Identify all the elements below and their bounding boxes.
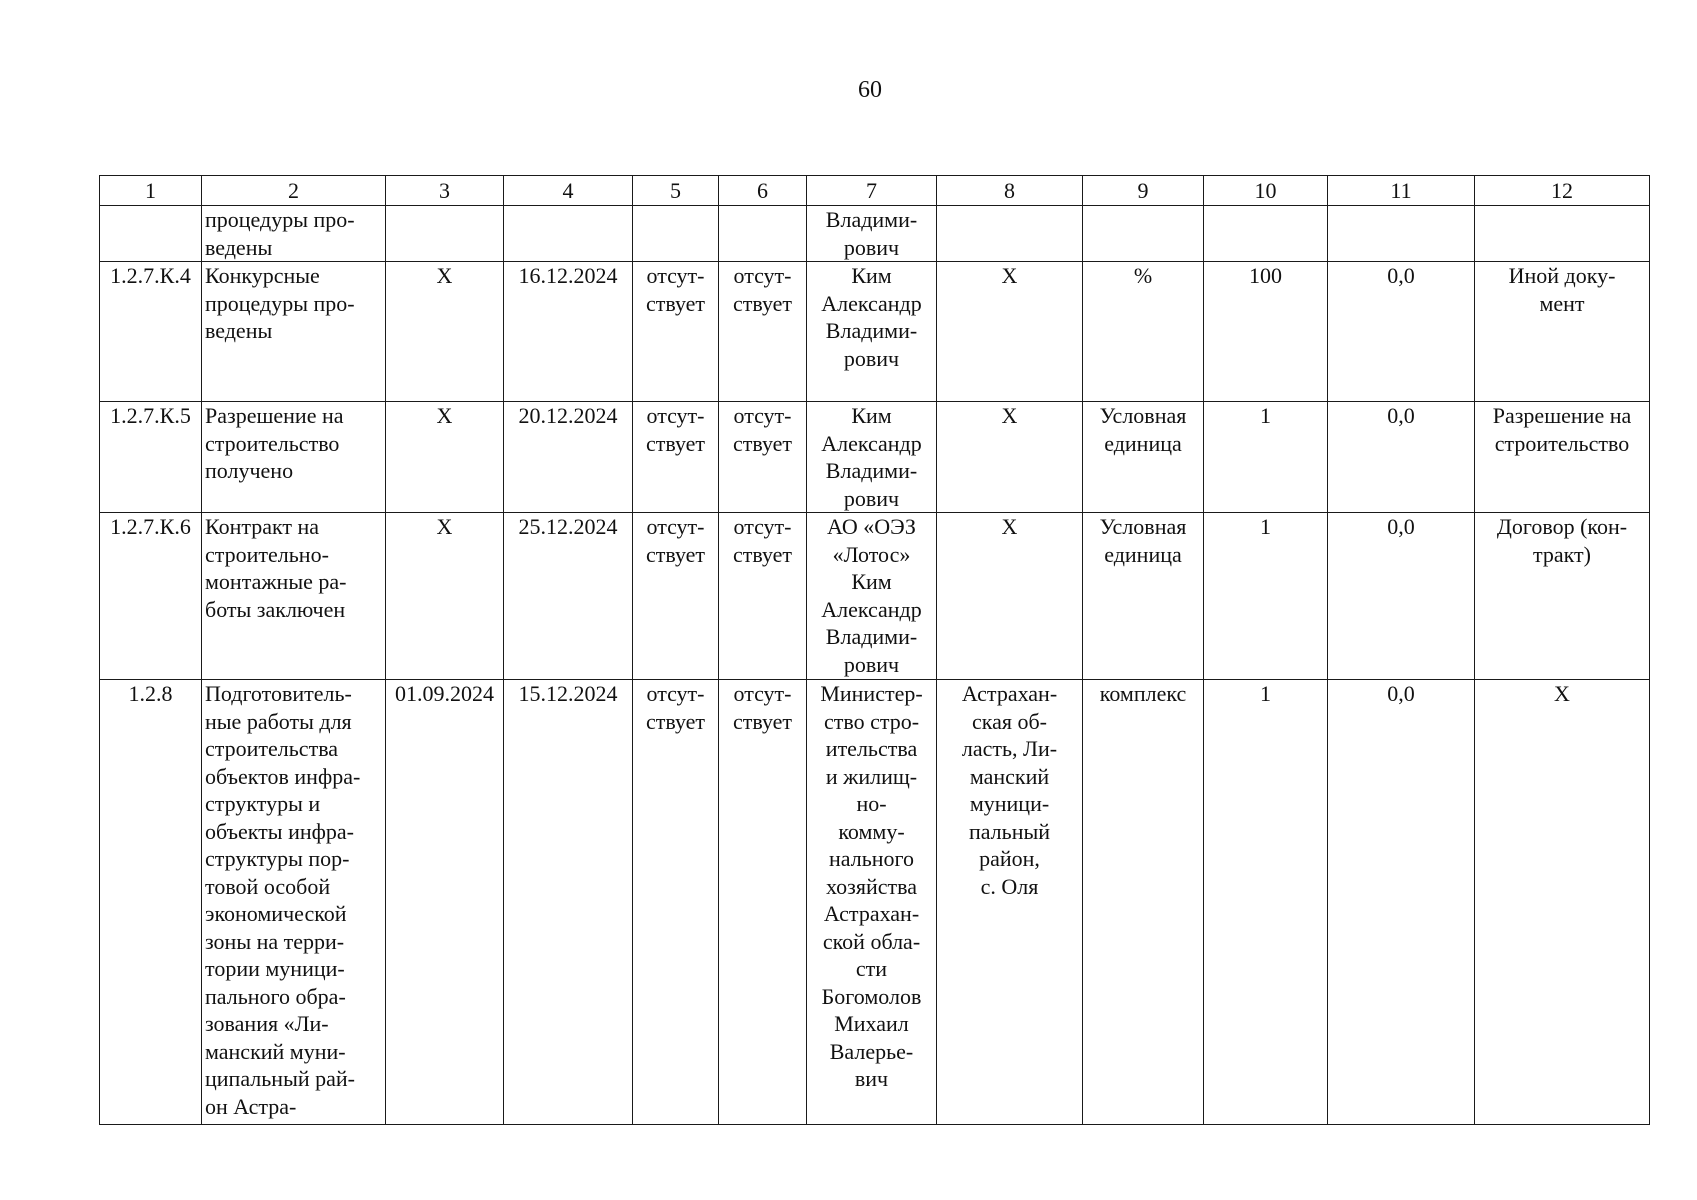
row-col5-cell: отсут- ствует: [633, 262, 719, 402]
row-col11-cell: 0,0: [1328, 680, 1475, 1125]
row-id-cell: [100, 206, 202, 262]
row-unit-cell: комплекс: [1083, 680, 1204, 1125]
row-end-cell: [504, 206, 633, 262]
table-row: [100, 680, 1650, 1125]
table-header-row: [100, 176, 1650, 206]
row-id-cell: 1.2.7.К.5: [100, 402, 202, 513]
row-location-cell: Астрахан- ская об- ласть, Ли- манский муници- пальный район, с. Оля: [937, 680, 1083, 1125]
row-name-cell: Подготовитель- ные работы для строительства объектов инфра- структуры и объекты инфра- структуры пор- товой особой экономической зоны на терри- тории муници- пального обра- зования «Ли- манский муни- ципальный рай- он Астра-: [202, 680, 386, 1125]
row-name-cell: Конкурсные процедуры про- ведены: [202, 262, 386, 402]
row-responsible-cell: Владими- рович: [807, 206, 937, 262]
column-header: 5: [633, 176, 719, 206]
column-header: 2: [202, 176, 386, 206]
row-col5-cell: отсут- ствует: [633, 402, 719, 513]
row-name-cell: процедуры про- ведены: [202, 206, 386, 262]
row-document-cell: Х: [1475, 680, 1650, 1125]
row-value-cell: 1: [1204, 513, 1328, 680]
column-header: 10: [1204, 176, 1328, 206]
table-row: [100, 262, 1650, 402]
row-document-cell: Разрешение на строительство: [1475, 402, 1650, 513]
row-document-cell: Иной доку- мент: [1475, 262, 1650, 402]
row-start-cell: Х: [386, 513, 504, 680]
row-value-cell: 1: [1204, 680, 1328, 1125]
column-header: 7: [807, 176, 937, 206]
row-document-cell: Договор (кон- тракт): [1475, 513, 1650, 680]
row-col6-cell: отсут- ствует: [719, 262, 807, 402]
page-number: 60: [858, 77, 882, 103]
row-unit-cell: Условная единица: [1083, 402, 1204, 513]
row-unit-cell: [1083, 206, 1204, 262]
row-col11-cell: [1328, 206, 1475, 262]
row-unit-cell: Условная единица: [1083, 513, 1204, 680]
column-header: 3: [386, 176, 504, 206]
table-row: [100, 513, 1650, 680]
row-col11-cell: 0,0: [1328, 402, 1475, 513]
row-location-cell: Х: [937, 513, 1083, 680]
row-col5-cell: [633, 206, 719, 262]
row-location-cell: Х: [937, 402, 1083, 513]
row-responsible-cell: Ким Александр Владими- рович: [807, 402, 937, 513]
row-col6-cell: [719, 206, 807, 262]
row-location-cell: [937, 206, 1083, 262]
column-header: 8: [937, 176, 1083, 206]
row-responsible-cell: АО «ОЭЗ «Лотос» Ким Александр Владими- рович: [807, 513, 937, 680]
row-end-cell: 25.12.2024: [504, 513, 633, 680]
row-col6-cell: отсут- ствует: [719, 513, 807, 680]
row-document-cell: [1475, 206, 1650, 262]
row-unit-cell: %: [1083, 262, 1204, 402]
row-end-cell: 20.12.2024: [504, 402, 633, 513]
row-start-cell: Х: [386, 402, 504, 513]
row-start-cell: [386, 206, 504, 262]
row-col11-cell: 0,0: [1328, 262, 1475, 402]
row-name-cell: Контракт на строительно- монтажные ра- боты заключен: [202, 513, 386, 680]
column-header: 6: [719, 176, 807, 206]
row-value-cell: [1204, 206, 1328, 262]
row-responsible-cell: Министер- ство стро- ительства и жилищ- но- комму- нального хозяйства Астрахан- ской обла- сти Богомолов Михаил Валерье- вич: [807, 680, 937, 1125]
row-col5-cell: отсут- ствует: [633, 513, 719, 680]
row-col6-cell: отсут- ствует: [719, 402, 807, 513]
column-header: 12: [1475, 176, 1650, 206]
row-col6-cell: отсут- ствует: [719, 680, 807, 1125]
row-id-cell: 1.2.8: [100, 680, 202, 1125]
row-value-cell: 100: [1204, 262, 1328, 402]
row-id-cell: 1.2.7.К.4: [100, 262, 202, 402]
row-end-cell: 15.12.2024: [504, 680, 633, 1125]
row-start-cell: Х: [386, 262, 504, 402]
plan-table: [99, 175, 1650, 1125]
row-col11-cell: 0,0: [1328, 513, 1475, 680]
table-row: [100, 402, 1650, 513]
row-name-cell: Разрешение на строительство получено: [202, 402, 386, 513]
table-row: [100, 206, 1650, 262]
row-end-cell: 16.12.2024: [504, 262, 633, 402]
column-header: 9: [1083, 176, 1204, 206]
column-header: 11: [1328, 176, 1475, 206]
row-id-cell: 1.2.7.К.6: [100, 513, 202, 680]
row-start-cell: 01.09.2024: [386, 680, 504, 1125]
column-header: 1: [100, 176, 202, 206]
row-value-cell: 1: [1204, 402, 1328, 513]
row-location-cell: Х: [937, 262, 1083, 402]
row-col5-cell: отсут- ствует: [633, 680, 719, 1125]
row-responsible-cell: Ким Александр Владими- рович: [807, 262, 937, 402]
column-header: 4: [504, 176, 633, 206]
